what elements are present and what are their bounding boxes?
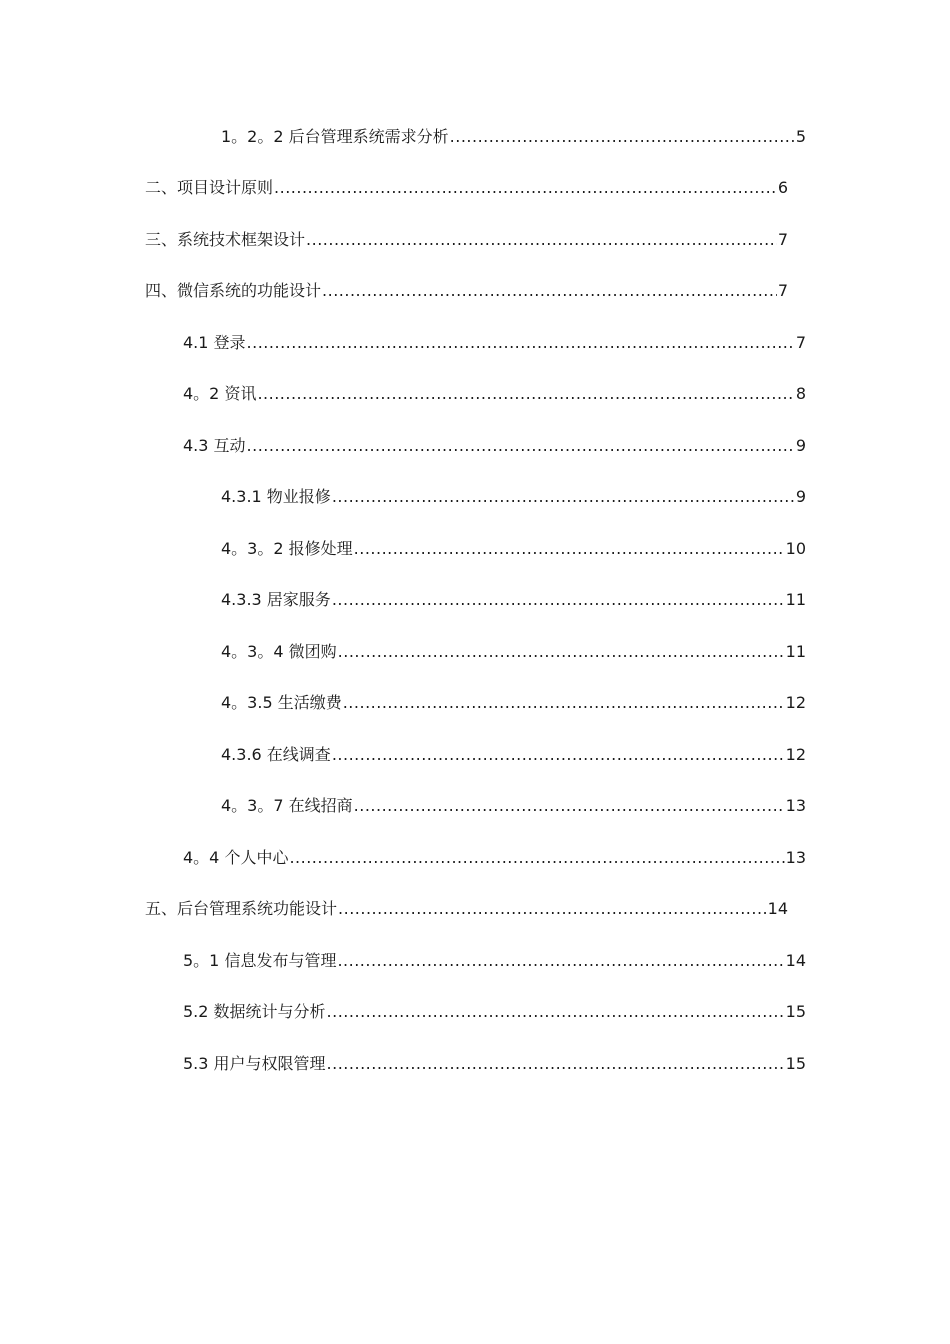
- toc-entry-page-number: 7: [795, 333, 806, 352]
- toc-entry[interactable]: [221, 693, 806, 713]
- toc-entry-label: 五、后台管理系统功能设计: [145, 899, 338, 918]
- toc-entry-page-number: 12: [785, 693, 806, 712]
- toc-entry-label: 4。3。2 报修处理: [221, 539, 353, 558]
- toc-dot-leader: [338, 899, 767, 919]
- toc-dot-leader: [289, 848, 784, 868]
- toc-entry[interactable]: [221, 539, 806, 559]
- toc-entry-label: 4.3.1 物业报修: [221, 487, 331, 506]
- toc-entry-label: 三、系统技术框架设计: [145, 230, 306, 249]
- toc-dot-leader: [450, 127, 795, 147]
- toc-dot-leader: [332, 745, 785, 765]
- toc-dot-leader: [343, 693, 785, 713]
- toc-entry-page-number: 13: [785, 848, 806, 867]
- toc-entry-label: 5.3 用户与权限管理: [183, 1054, 326, 1073]
- toc-entry-page-number: 11: [785, 590, 806, 609]
- toc-entry-label: 4.3.6 在线调查: [221, 745, 331, 764]
- toc-dot-leader: [327, 1002, 785, 1022]
- toc-entry[interactable]: [183, 384, 806, 404]
- toc-entry-page-number: 9: [795, 436, 806, 455]
- toc-entry-page-number: 6: [777, 178, 788, 197]
- toc-entry-page-number: 15: [785, 1054, 806, 1073]
- toc-entry-label: 4。3。7 在线招商: [221, 796, 353, 815]
- toc-entry-page-number: 13: [785, 796, 806, 815]
- toc-entry-page-number: 5: [795, 127, 806, 146]
- toc-entry-label: 四、微信系统的功能设计: [145, 281, 322, 300]
- toc-entry[interactable]: [145, 281, 788, 301]
- toc-entry[interactable]: [183, 951, 806, 971]
- toc-entry[interactable]: [145, 230, 788, 250]
- toc-dot-leader: [332, 590, 785, 610]
- toc-entry-page-number: 14: [785, 951, 806, 970]
- toc-entry-label: 二、项目设计原则: [145, 178, 274, 197]
- toc-dot-leader: [247, 333, 795, 353]
- toc-entry-page-number: 7: [777, 230, 788, 249]
- toc-entry[interactable]: [221, 642, 806, 662]
- toc-entry[interactable]: [183, 1054, 806, 1074]
- toc-entry-label: 1。2。2 后台管理系统需求分析: [221, 127, 449, 146]
- toc-entry[interactable]: [183, 333, 806, 353]
- toc-dot-leader: [274, 178, 777, 198]
- toc-entry-label: 5。1 信息发布与管理: [183, 951, 337, 970]
- toc-dot-leader: [332, 487, 795, 507]
- toc-entry-page-number: 11: [785, 642, 806, 661]
- toc-dot-leader: [337, 951, 784, 971]
- toc-entry-label: 5.2 数据统计与分析: [183, 1002, 326, 1021]
- toc-entry-label: 4。3.5 生活缴费: [221, 693, 342, 712]
- toc-entry[interactable]: [221, 745, 806, 765]
- toc-entry-label: 4.3 互动: [183, 436, 246, 455]
- toc-entry[interactable]: [221, 487, 806, 507]
- toc-entry-label: 4。4 个人中心: [183, 848, 289, 867]
- toc-entry-label: 4。3。4 微团购: [221, 642, 337, 661]
- toc-dot-leader: [327, 1054, 785, 1074]
- toc-entry[interactable]: [145, 178, 788, 198]
- toc-dot-leader: [306, 230, 777, 250]
- toc-entry[interactable]: [221, 590, 806, 610]
- toc-entry[interactable]: [221, 796, 806, 816]
- toc-dot-leader: [354, 796, 785, 816]
- toc-entry-label: 4.1 登录: [183, 333, 246, 352]
- toc-entry-page-number: 9: [795, 487, 806, 506]
- toc-dot-leader: [247, 436, 795, 456]
- toc-dot-leader: [338, 642, 785, 662]
- toc-entry[interactable]: [183, 1002, 806, 1022]
- toc-entry[interactable]: [221, 127, 806, 147]
- toc-entry[interactable]: [183, 436, 806, 456]
- toc-entry-page-number: 14: [767, 899, 788, 918]
- toc-dot-leader: [354, 539, 785, 559]
- toc-entry-page-number: 10: [785, 539, 806, 558]
- toc-entry-page-number: 8: [795, 384, 806, 403]
- toc-entry-label: 4。2 资讯: [183, 384, 257, 403]
- toc-entry[interactable]: [183, 848, 806, 868]
- toc-entry[interactable]: [145, 899, 788, 919]
- toc-entry-page-number: 7: [777, 281, 788, 300]
- toc-entry-page-number: 12: [785, 745, 806, 764]
- toc-dot-leader: [257, 384, 794, 404]
- toc-dot-leader: [322, 281, 777, 301]
- toc-entry-page-number: 15: [785, 1002, 806, 1021]
- toc-entry-label: 4.3.3 居家服务: [221, 590, 331, 609]
